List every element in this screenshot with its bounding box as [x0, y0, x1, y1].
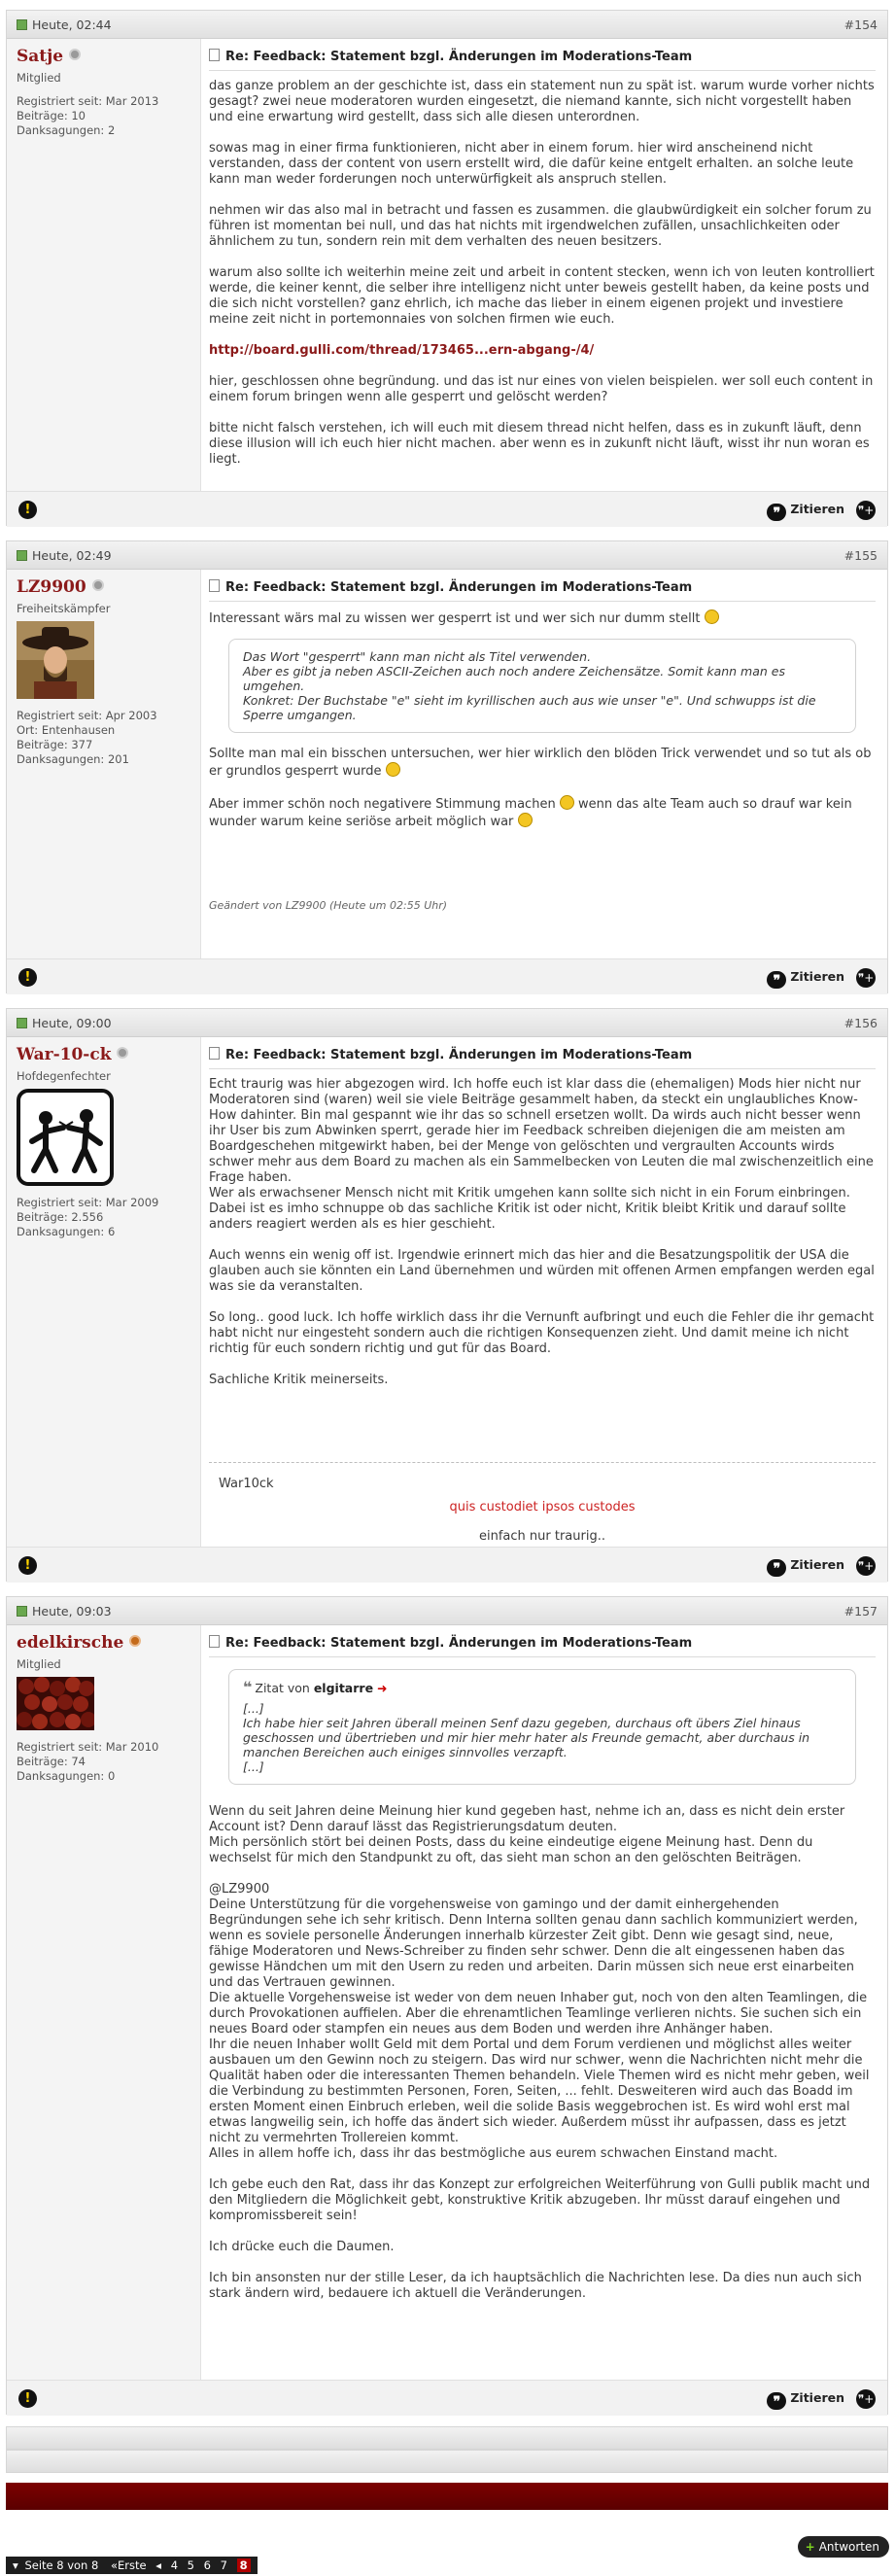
signature-motto: quis custodiet ipsos custodes	[449, 1500, 636, 1514]
view-post-icon[interactable]: ➜	[377, 1681, 388, 1695]
multiquote-icon[interactable]: ❞+	[856, 501, 876, 520]
post-paragraph: Sollte man mal ein bisschen untersuchen, wer hier wirklich den blöden Trick verwendet und so tut als ob er grundlos gesperrt wurde	[209, 747, 872, 779]
user-meta	[17, 1740, 190, 1784]
quote-header: ❝ Zitat von elgitarre ➜	[243, 1678, 388, 1696]
document-icon	[209, 579, 220, 592]
username-link[interactable]: edelkirsche	[17, 1633, 124, 1653]
quote-box	[228, 639, 856, 733]
post-footer	[7, 2380, 887, 2416]
avatar	[17, 1089, 114, 1186]
post-number-link[interactable]: #155	[843, 548, 878, 563]
online-status-icon	[129, 1635, 141, 1647]
quote-icon: ❞	[767, 2392, 786, 2410]
user-location: Ort: Entenhausen	[17, 723, 116, 737]
post-paragraph: Ihr die neuen Inhaber wollt Geld mit dem Portal und dem Forum verdienen und möglichst alles weiter ausbauen um den Gewinn noch zu steigern. Das wird nur schwer, wenn die Nachrichten nicht mehr die Qualität haben oder die interessanten Themen behandeln. Viele Themen wird es nicht mehr geben, weil die Verbindung zu bestimmten Personen, Foren, Seiten, ... fehlt. Desweiteren wird auch das Boadd im ersten Moment einen Einbruch erleben, weil die solide Basis weggebrochen ist. Es wird wohl erst mal etwas langweilig sein, ich hoffe das ändert sich wieder. Außerdem müsst ihr aufpassen, dass es jetzt nicht zu vermehrten Trollereien kommt.	[209, 2037, 870, 2145]
user-sidebar	[7, 1625, 201, 2380]
first-page-link[interactable]: «Erste	[110, 2559, 147, 2572]
thread-link[interactable]: http://board.gulli.com/thread/173465...ern-abgang-/4/	[209, 343, 595, 358]
post-paragraph: Die aktuelle Vorgehensweise ist weder von dem neuen Inhaber gut, noch von den alten Teamlingen, die durch Provokationen auffielen. Aber die ehrenamtlichen Teamlinge verlieren nichts. Sie suchen sich ein neues Board oder stampfen ein neues aus dem Boden und werden ihre Anhänger haben.	[209, 1991, 868, 2036]
quote-button[interactable]: ❞ Zitieren	[767, 2390, 844, 2410]
user-thanks: Danksagungen: 2	[17, 123, 116, 137]
user-post-count: Beiträge: 74	[17, 1755, 86, 1768]
user-registered: Registriert seit: Mar 2013	[17, 94, 159, 108]
post-title: Re: Feedback: Statement bzgl. Änderungen im Moderations-Team	[209, 49, 876, 71]
warning-icon[interactable]: !	[18, 2389, 37, 2408]
post-paragraph: sowas mag in einer firma funktionieren, nicht aber in einem forum. hier wird anscheinend nicht verstanden, dass der content von usern erstellt wird, die dafür keine entgelt erhalten. an solche leute kann man weder forderungen noch unterwürfigkeit als anspruch stellen.	[209, 141, 854, 187]
user-rank: Mitglied	[17, 1657, 61, 1671]
user-registered: Registriert seit: Mar 2010	[17, 1740, 159, 1754]
post-paragraph: So long.. good luck. Ich hoffe wirklich dass ihr die Vernunft aufbringt und euch die Fehler die ihr gemacht habt nicht nur eingesteht sondern auch die richtigen Konsequenzen zieht. Und damit meine ich nicht richtig für euch sondern richtig und gut für das Board.	[209, 1310, 875, 1356]
post-paragraph: nehmen wir das also mal in betracht und fassen es zusammen. die glaubwürdigkeit ein solcher forum zu führen ist momentan bei null, und das hat nichts mit irgendwelchen zufällen, unsachlichkeiten oder ähnlichem zu tun, sondern rein mit dem verhalten des neuen besitzers.	[209, 203, 872, 249]
page-link[interactable]: 5	[187, 2559, 194, 2572]
document-icon	[209, 49, 220, 61]
quote-icon: ❞	[767, 504, 786, 521]
quote-button[interactable]: ❞ Zitieren	[767, 1557, 844, 1577]
page-link[interactable]: 6	[203, 2559, 211, 2572]
multiquote-icon[interactable]: ❞+	[856, 1556, 876, 1576]
post-header	[7, 1597, 887, 1625]
footer-banner	[6, 2483, 888, 2510]
current-page: 8	[237, 2559, 251, 2572]
user-sidebar	[7, 1037, 201, 1547]
page-label[interactable]: ▾ Seite 8 von 8	[13, 2559, 99, 2572]
user-post-count: Beiträge: 2.556	[17, 1210, 104, 1224]
quoted-user-link[interactable]: elgitarre	[313, 1681, 374, 1695]
smiley-icon	[705, 609, 719, 624]
post-number-link[interactable]: #157	[843, 1604, 878, 1619]
quote-box	[228, 1669, 856, 1785]
plus-icon: +	[805, 2540, 815, 2554]
quote-button[interactable]: ❞ Zitieren	[767, 502, 844, 521]
quote-line: Das Wort "gesperrt" kann man nicht als Titel verwenden.	[243, 649, 592, 664]
post-155	[6, 540, 888, 993]
post-content	[209, 570, 887, 922]
post-title: Re: Feedback: Statement bzgl. Änderungen im Moderations-Team	[209, 579, 876, 602]
post-title: Re: Feedback: Statement bzgl. Änderungen im Moderations-Team	[209, 1047, 876, 1069]
reply-button[interactable]: + Antworten	[798, 2536, 889, 2558]
page-link[interactable]: 7	[220, 2559, 227, 2572]
post-content	[209, 39, 887, 491]
edit-note: Geändert von LZ9900 (Heute um 02:55 Uhr)	[209, 899, 448, 912]
multiquote-icon[interactable]: ❞+	[856, 2389, 876, 2409]
user-meta	[17, 94, 190, 138]
username-link[interactable]: Satje	[17, 47, 64, 66]
smiley-icon	[518, 813, 533, 827]
user-thanks: Danksagungen: 201	[17, 752, 129, 766]
quote-line: Konkret: Der Buchstabe "e" sieht im kyrillischen auch aus wie unser "e". Und schwupps ist die Sperre umgangen.	[243, 693, 816, 722]
user-thanks: Danksagungen: 0	[17, 1769, 116, 1783]
quote-mark-icon: ❝	[243, 1678, 253, 1696]
post-date: Heute, 02:44	[17, 17, 112, 32]
quote-icon: ❞	[767, 1559, 786, 1577]
post-paragraph: bitte nicht falsch verstehen, ich will euch mit diesem thread nicht helfen, dass es in zukunft läuft, denn diese illusion will ich euch hier nicht machen. aber wenn es in zukunft nicht läuft, wisst ihr nun woran es liegt.	[209, 421, 870, 467]
post-157	[6, 1596, 888, 2415]
user-rank: Hofdegenfechter	[17, 1069, 111, 1083]
user-meta	[17, 709, 190, 767]
document-icon	[209, 1047, 220, 1060]
status-icon	[17, 1606, 27, 1617]
post-number-link[interactable]: #154	[843, 17, 878, 32]
post-date: Heute, 02:49	[17, 548, 112, 563]
post-date: Heute, 09:03	[17, 1604, 112, 1619]
post-paragraph: @LZ9900	[209, 1882, 270, 1897]
user-post-count: Beiträge: 377	[17, 738, 93, 751]
post-paragraph: Wenn du seit Jahren deine Meinung hier kund gegeben hast, nehme ich an, dass es nicht dein erster Account ist? Denn darauf lässt das Registrierungsdatum deuten.	[209, 1804, 845, 1834]
post-paragraph: Echt traurig was hier abgezogen wird. Ich hoffe euch ist klar dass die (ehemaligen) Mods hier nicht nur Moderatoren sind (waren) weil sie viele Beiträge gesammelt haben, da steckt ein unglaubliches Know-How dahinter. Bin mal gespannt wie ihr das so schnell ersetzen wollt. Da wirds auch nicht besser wenn ihr User bis zum Abwinken sperrt, gerade hier im Feedback schreiben diejenigen die am meisten am Boardgeschehen mitgewirkt haben, bei der Menge von gelöschten und vergraulten Accounts wirds schwer mehr aus dem Board zu machen als ein Sammelbecken von Leuten die mal zwischenzeitlich eine Frage haben.	[209, 1077, 874, 1185]
post-paragraph: warum also sollte ich weiterhin meine zeit und arbeit in content stecken, wenn ich von leuten kontrolliert werde, die keiner kennt, die selber ihre intelligenz nicht unter beweis gestellt haben, da keine posts und die sich nicht vorstellen? ganz ehrlich, ich mache das lieber in einem eigenen projekt und investiere meine zeit nicht in portemonnaies von solchen firmen wie euch.	[209, 265, 875, 327]
post-header	[7, 541, 887, 570]
post-paragraph: hier, geschlossen ohne begründung. und das ist nur eines von vielen beispielen. wer soll euch content in einem forum bringen wenn alle gesperrt und gelöscht werden?	[209, 374, 874, 404]
post-paragraph: das ganze problem an der geschichte ist, dass ein statement nun zu spät ist. warum wurde vorher nichts gesagt? zwei neue moderatoren wurden eingesetzt, die niemand kannte, sich nicht vorgestellt haben und eine erwartung wird gestellt, dass sich alle diesen unterordnen.	[209, 79, 875, 124]
post-paragraph: Wer als erwachsener Mensch nicht mit Kritik umgehen kann sollte sich nicht in ein Forum einbringen. Dabei ist es imho schnuppe ob das sachliche Kritik ist oder nicht, Kritik bleibt Kritik und darauf sollte anders reagiert werden als es hier geschieht.	[209, 1186, 850, 1232]
offline-status-icon	[117, 1047, 128, 1059]
document-icon	[209, 1635, 220, 1648]
user-sidebar	[7, 570, 201, 958]
page-link[interactable]: 4	[170, 2559, 179, 2572]
quote-line: [...]	[243, 1701, 264, 1716]
post-footer	[7, 491, 887, 527]
username-link[interactable]: LZ9900	[17, 577, 86, 597]
separator-bar	[6, 2450, 888, 2473]
user-rank: Freiheitskämpfer	[17, 602, 111, 615]
separator-bar	[6, 2426, 888, 2450]
quote-button[interactable]: ❞ Zitieren	[767, 969, 844, 989]
status-icon	[17, 19, 27, 30]
warning-icon[interactable]: !	[18, 1556, 37, 1575]
quote-icon: ❞	[767, 971, 786, 989]
user-registered: Registriert seit: Apr 2003	[17, 709, 157, 722]
smiley-icon	[560, 795, 574, 810]
pagination	[6, 2557, 258, 2574]
prev-page-link[interactable]: ◂	[155, 2559, 162, 2572]
post-paragraph: Mich persönlich stört bei deinen Posts, dass du keine eindeutige eigene Meinung hast. Denn du wechselst für mich den Standpunkt zu oft, das sieht man schon an den gelöschten Beiträgen.	[209, 1835, 813, 1865]
avatar	[17, 621, 94, 699]
post-content	[209, 1625, 887, 2325]
post-paragraph: Ich drücke euch die Daumen.	[209, 2240, 395, 2254]
warning-icon[interactable]: !	[18, 968, 37, 987]
user-registered: Registriert seit: Mar 2009	[17, 1196, 159, 1209]
quote-line: [...]	[243, 1759, 264, 1774]
warning-icon[interactable]: !	[18, 501, 37, 519]
quote-line: Ich habe hier seit Jahren überall meinen Senf dazu gegeben, durchaus oft übers Ziel hinaus geschossen und übertrieben und mir hier mehr hater als Freunde gemacht, aber durchaus in manchen Bereichen auch einiges sinnvolles verzapft.	[243, 1716, 810, 1759]
post-footer	[7, 1547, 887, 1583]
user-meta	[17, 1196, 190, 1239]
avatar	[17, 1677, 94, 1730]
post-paragraph: Auch wenns ein wenig off ist. Irgendwie erinnert mich das hier and die Besatzungspolitik der USA die glauben auch sie könnten ein Land übernehmen und würden mit offenen Armen empfangen werden egal was sie da veranstalten.	[209, 1248, 875, 1294]
user-sidebar	[7, 39, 201, 491]
offline-status-icon	[92, 579, 104, 591]
post-number-link[interactable]: #156	[843, 1016, 878, 1030]
status-icon	[17, 1018, 27, 1028]
post-content	[209, 1037, 887, 1552]
quote-line: Aber es gibt ja neben ASCII-Zeichen auch noch andere Zeichensätze. Somit kann man es umgehen.	[243, 664, 785, 693]
status-icon	[17, 550, 27, 561]
post-paragraph: Deine Unterstützung für die vorgehensweise von gamingo und der damit einhergehenden Begründungen sehe ich sehr kritisch. Denn Interna sollten genau dann sachlich kommuniziert werden, wenn es soviele personelle Änderungen innerhalb kürzester Zeit gibt. Denn wie gesagt sind, neue, fähige Moderatoren und News-Schreiber zu finden sehr schwer. Denn die alt eingessenen haben das gewisse Händchen um mit den Usern zu reden und arbeiten. Darin müssen sich neue erst einarbeiten und das Vertrauen gewinnen.	[209, 1897, 858, 1990]
smiley-icon	[386, 762, 400, 777]
user-post-count: Beiträge: 10	[17, 109, 86, 122]
post-154	[6, 10, 888, 526]
post-header	[7, 11, 887, 39]
post-paragraph: Interessant wärs mal zu wissen wer gesperrt ist und wer sich nur dumm stellt	[209, 611, 701, 626]
post-paragraph: Alles in allem hoffe ich, dass ihr das bestmögliche aus eurem schwachen Einstand macht.	[209, 2146, 778, 2161]
offline-status-icon	[69, 49, 81, 60]
post-paragraph: Ich bin ansonsten nur der stille Leser, da ich hauptsächlich die Nachrichten lese. Da dies nun auch sich stark ändern wird, bedauere ich aktuell die Veränderungen.	[209, 2271, 862, 2301]
signature-name: War10ck	[219, 1477, 274, 1491]
post-header	[7, 1009, 887, 1037]
post-156	[6, 1008, 888, 1582]
post-paragraph: Sachliche Kritik meinerseits.	[209, 1373, 389, 1387]
user-rank: Mitglied	[17, 71, 61, 85]
post-footer	[7, 958, 887, 994]
post-paragraph: Aber immer schön noch negativere Stimmung machen	[209, 797, 556, 812]
post-paragraph: Ich gebe euch den Rat, dass ihr das Konzept zur erfolgreichen Weiterführung von Gulli publik macht und den Mitgliedern die Möglichkeit gebt, konstruktive Kritik abzugeben. Ihr müsst darauf eingehen und kompromissbereit sein!	[209, 2177, 871, 2223]
signature-line: einfach nur traurig..	[479, 1529, 605, 1544]
user-thanks: Danksagungen: 6	[17, 1225, 116, 1238]
username-link[interactable]: War-10-ck	[17, 1045, 112, 1064]
signature	[209, 1462, 876, 1545]
post-date: Heute, 09:00	[17, 1016, 112, 1030]
post-title: Re: Feedback: Statement bzgl. Änderungen im Moderations-Team	[209, 1635, 876, 1657]
post-paragraph: wenn das alte Team auch so drauf war kein wunder warum keine seriöse arbeit möglich war	[209, 797, 852, 829]
multiquote-icon[interactable]: ❞+	[856, 968, 876, 988]
